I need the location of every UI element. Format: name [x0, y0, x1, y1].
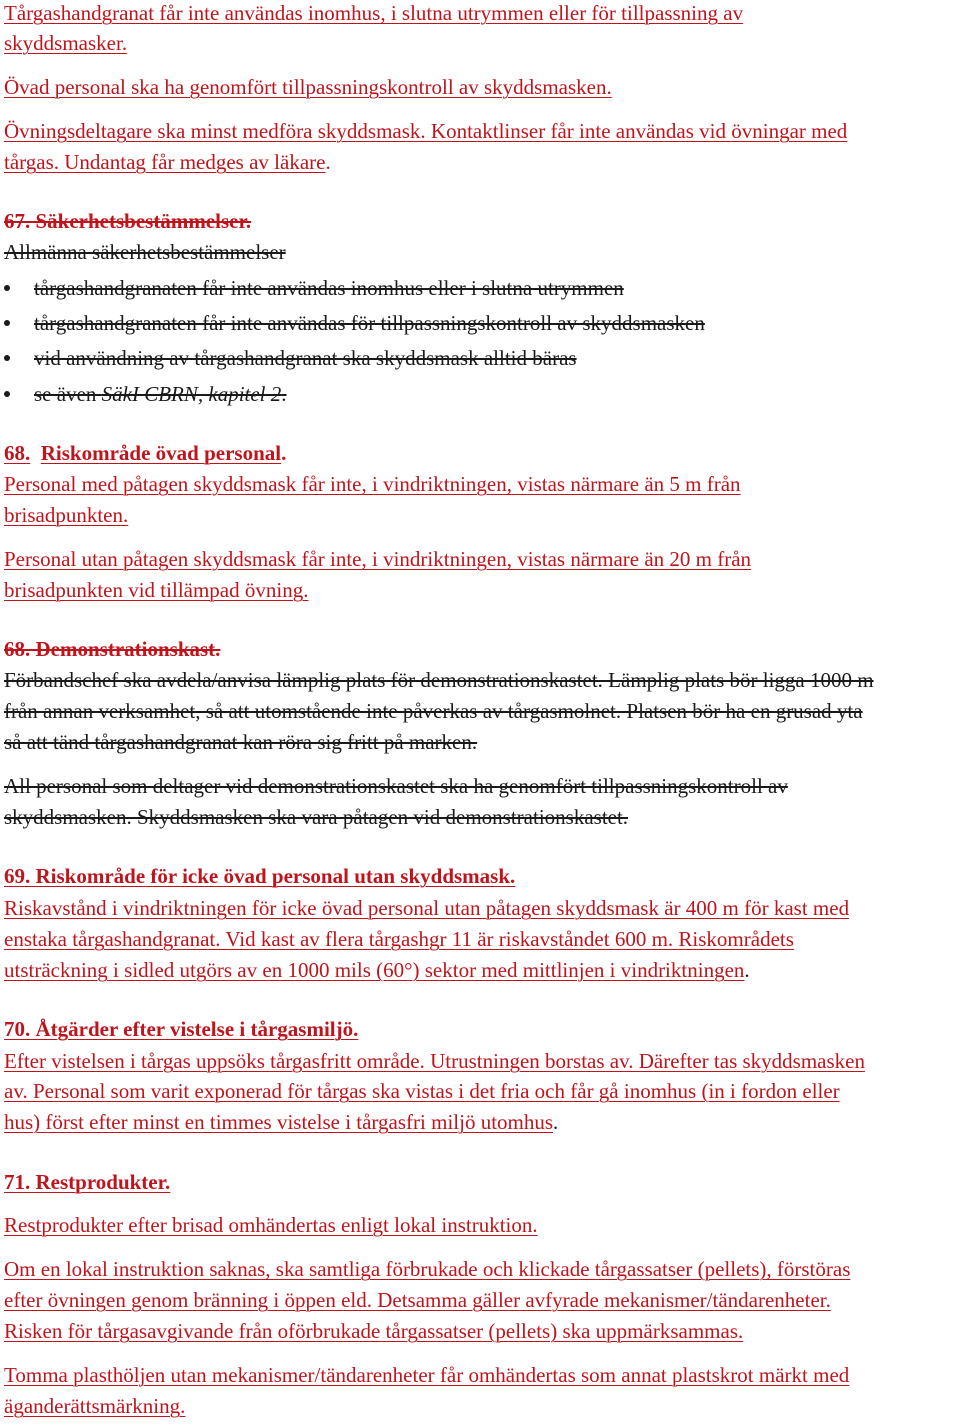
s68a-heading-text: Riskområde övad personal	[40, 441, 282, 465]
s68a-heading	[4, 440, 286, 466]
s67-heading: 67. Säkerhetsbestämmelser.	[4, 209, 252, 233]
s67-bullet-2: tårgashandgranaten får inte användas för tillpassningskontroll av skyddsmasken	[34, 311, 705, 335]
bullet-dot	[4, 355, 10, 361]
s69-line-3-period: .	[744, 958, 750, 982]
s67-bullet-3: vid användning av tårgashandgranat ska skyddsmask alltid bäras	[34, 346, 577, 370]
s70-line-3-text: hus) först efter minst en timmes vistelse i tårgasfri miljö utomhus	[4, 1110, 554, 1134]
s71-p2-line-1: Om en lokal instruktion saknas, ska samtliga förbrukade och klickade tårgassatser (pellets), förstöras	[4, 1257, 851, 1281]
s70-line-1: Efter vistelsen i tårgas uppsöks tårgasfritt område. Utrustningen borstas av. Därefter tas skyddsmasken	[4, 1049, 865, 1073]
p2-line-1: Övad personal ska ha genomfört tillpassningskontroll av skyddsmasken.	[4, 75, 612, 99]
s68a-number: 68.	[4, 441, 31, 465]
s69-line-3-text: utsträckning i sidled utgörs av en 1000 mils (60°) sektor med mittlinjen i vindriktningen	[4, 958, 745, 982]
bullet-dot	[4, 391, 10, 397]
s69-line-3	[4, 957, 750, 983]
s71-heading: 71. Restprodukter.	[4, 1170, 171, 1194]
bullet-dot	[4, 285, 10, 291]
s70-heading: 70. Åtgärder efter vistelse i tårgasmiljö.	[4, 1017, 359, 1041]
s68b-heading: 68. Demonstrationskast.	[4, 637, 221, 661]
s68b-p1-line-3: så att tänd tårgashandgranat kan röra sig fritt på marken.	[4, 730, 478, 754]
s71-p2-line-3: Risken för tårgasavgivande från oförbrukade tårgassatser (pellets) ska uppmärksammas.	[4, 1319, 744, 1343]
s70-line-3	[4, 1109, 558, 1135]
p3-line-1: Övningsdeltagare ska minst medföra skyddsmask. Kontaktlinser får inte användas vid övningar med	[4, 119, 848, 143]
s67-bullet-4-suffix: .	[281, 382, 287, 406]
s68a-p1-line-2: brisadpunkten.	[4, 503, 129, 527]
bullet-dot	[4, 320, 10, 326]
s67-bullet-4	[34, 381, 287, 407]
s71-p3-line-1: Tomma plasthöljen utan mekanismer/tändarenheter får omhändertas som annat plastskrot märkt med	[4, 1363, 850, 1387]
s71-p2-line-2: efter övningen genom bränning i öppen eld. Detsamma gäller avfyrade mekanismer/tändarenheter.	[4, 1288, 831, 1312]
p1-line-1: Tårgashandgranat får inte användas inomhus, i slutna utrymmen eller för tillpassning av	[4, 1, 744, 25]
s69-line-1: Riskavstånd i vindriktningen för icke övad personal utan påtagen skyddsmask är 400 m för kast med	[4, 896, 850, 920]
s68a-p1-line-1: Personal med påtagen skyddsmask får inte, i vindriktningen, vistas närmare än 5 m från	[4, 472, 741, 496]
s68b-p1-line-2: från annan verksamhet, så att utomstående inte påverkas av tårgasmolnet. Platsen bör ha en grusad yta	[4, 699, 863, 723]
s67-bullet-1: tårgashandgranaten får inte användas inomhus eller i slutna utrymmen	[34, 276, 624, 300]
p1-line-2: skyddsmasker.	[4, 31, 128, 55]
s70-line-3-period: .	[553, 1110, 559, 1134]
s68a-p2-line-1: Personal utan påtagen skyddsmask får inte, i vindriktningen, vistas närmare än 20 m från	[4, 547, 752, 571]
s71-p1: Restprodukter efter brisad omhändertas enligt lokal instruktion.	[4, 1213, 538, 1237]
s69-heading: 69. Riskområde för icke övad personal utan skyddsmask.	[4, 864, 516, 888]
s68b-p2-line-1: All personal som deltager vid demonstrationskastet ska ha genomfört tillpassningskontroll av	[4, 774, 788, 798]
p3-line-2-period: .	[325, 150, 331, 174]
s67-bullet-4-prefix: se även	[34, 382, 102, 406]
s70-line-2: av. Personal som varit exponerad för tårgas ska vistas i det fria och får gå inomhus (in i fordon eller	[4, 1079, 840, 1103]
s67-subheading: Allmänna säkerhetsbestämmelser	[4, 240, 286, 264]
s68a-heading-period: .	[281, 441, 287, 465]
s68b-p1-line-1: Förbandschef ska avdela/anvisa lämplig plats för demonstrationskastet. Lämplig plats bör ligga 1000 m	[4, 668, 874, 692]
s68a-p2-line-2: brisadpunkten vid tillämpad övning.	[4, 578, 309, 602]
s68b-p2-line-2: skyddsmasken. Skyddsmasken ska vara påtagen vid demonstrationskastet.	[4, 805, 629, 829]
p3-line-2-text: tårgas. Undantag får medges av läkare	[4, 150, 326, 174]
s67-bullet-4-ref: SäkI CBRN, kapitel 2	[101, 382, 282, 406]
s71-p3-line-2: äganderättsmärkning.	[4, 1394, 186, 1418]
p3-line-2	[4, 149, 331, 175]
s69-line-2: enstaka tårgashandgranat. Vid kast av flera tårgashgr 11 är riskavståndet 600 m. Riskområdets	[4, 927, 794, 951]
